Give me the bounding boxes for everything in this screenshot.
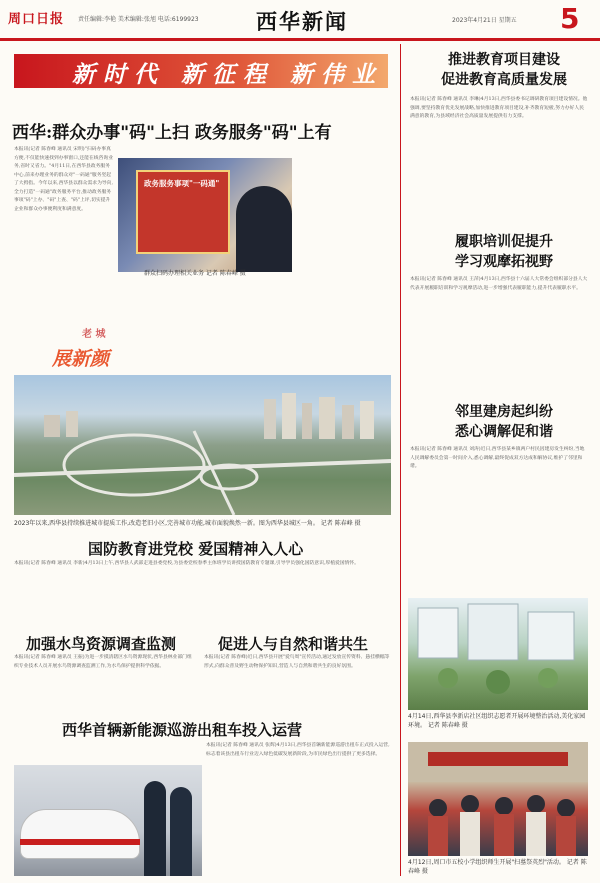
- article-body-training: 本报讯(记者 陈春峰 通讯员 王萍)4月13日,西华县十六届人大常委会组织部分县人大代表开展履职培训和学习观摩活动,进一步增强代表履职能力,提升代表履职水平。: [410, 277, 588, 291]
- article-body-harmony-nature: 本报讯(记者 陈春峰)近日,西华县开展"爱鸟周"宣传活动,通过发放宣传资料、悬挂横幅等形式,向群众普及野生动物保护知识,营造人与自然和谐共生的良好氛围。: [204, 655, 390, 669]
- article-body-waterbird-survey: 本报讯(记者 陈春峰 通讯员 王振)为进一步摸清辖区水鸟资源现状,西华县林业部门组织专业技术人员开展水鸟资源调查监测工作,为水鸟保护提供科学依据。: [14, 655, 192, 669]
- school-event-illustration: [408, 742, 588, 856]
- photo-caption-volunteers: 4月14日,西华县李新店社区组织志愿者开展环境整治活动,美化家园环境。 记者 陈春峰 摄: [408, 713, 586, 729]
- article-body-government-service: 本报讯(记者 陈春峰 通讯员 宋明)"扫码办事真方便,不仅能快速找到办事窗口,还能在线咨询业务,省时又省力。"4月11日,在西华县政务服务中心,前来办理业务的群众对"一码通"服务竖起了大拇指。今年以来,西华县以群众需求为导向,全力打造"一码通"政务服务平台,推动政务服务事项"码"上办、"码"上查、"码"上评,切实提升企业和群众办事便利度和满意度。: [14, 147, 113, 212]
- article-body-defense-education: 本报讯(记者 陈春峰 通讯员 李新)4月13日上午,西华县人武部走进县委党校,为县委党校春季主体班学员讲授国防教育专题课,引导学员强化国防意识,厚植爱国情怀。: [14, 561, 359, 566]
- article-body-government-service-cont: [122, 276, 292, 316]
- article-body-neighbor-dispute: 本报讯(记者 陈春峰 通讯员 刘涛)近日,西华县某乡镇两户村民因建房发生纠纷,当地人民调解委员会第一时间介入,悉心调解,最终促成双方达成和解协议,维护了邻里和谐。: [410, 447, 585, 469]
- headline-government-service: 西华:群众办事"码"上扫 政务服务"码"上有: [12, 123, 332, 143]
- headline-education-projects-text: 推进教育项目建设 促进教育高质量发展: [441, 52, 567, 88]
- headline-new-energy-taxi: 西华首辆新能源巡游出租车投入运营: [62, 721, 303, 739]
- masthead: [0, 0, 600, 38]
- headline-training: [422, 232, 586, 272]
- article-body-government-service-col3: [298, 146, 390, 314]
- photo-taxi: [14, 765, 202, 876]
- photo-school-event: [408, 742, 588, 856]
- city-label-old-town: 老 城: [82, 329, 106, 340]
- headline-neighbor-dispute-text: 邻里建房起纠纷 悉心调解促和谐: [455, 404, 553, 440]
- photo-service-center: [118, 158, 292, 272]
- headline-defense-education: 国防教育进党校 爱国精神入人心: [88, 540, 304, 558]
- publication-date: 2023年4月21日 星期五: [452, 17, 517, 24]
- headline-education-projects: [422, 50, 586, 90]
- photo-city-aerial: [14, 375, 391, 515]
- service-sign-text: 政务服务事项"一码通": [144, 179, 220, 188]
- headline-harmony-nature: 促进人与自然和谐共生: [218, 635, 369, 653]
- person-silhouette: [144, 781, 166, 876]
- city-aerial-illustration: [14, 375, 391, 515]
- person-silhouette: [170, 787, 192, 876]
- page-number: 5: [560, 2, 580, 35]
- editor-credits: 责任编辑:李艳 美术编辑:张旭 电话:6199923: [78, 16, 199, 23]
- headline-training-text: 履职培训促提升 学习观摩拓视野: [455, 234, 553, 270]
- service-sign: [136, 170, 230, 254]
- newspaper-logo: 周口日报: [8, 12, 65, 27]
- slogan-text: 新时代 新征程 新伟业: [72, 61, 384, 88]
- headline-neighbor-dispute: [422, 402, 586, 442]
- article-body-new-energy-taxi: 本报讯(记者 陈春峰 通讯员 张辉)4月13日,西华县首辆新能源巡游出租车正式投入运营,标志着该县出租车行业迈入绿色低碳发展新阶段,为市民绿色出行提供了更多选择。: [206, 743, 390, 757]
- taxi-stripe: [20, 839, 140, 845]
- volunteers-illustration: [408, 598, 588, 710]
- header-rule: [0, 38, 600, 41]
- taxi-car: [20, 809, 140, 859]
- slogan-banner: [14, 54, 388, 88]
- photo-caption-city: 2023年以来,西华县持续推进城市提质工作,改造老旧小区,完善城市功能,城市面貌焕然一新。图为西华县城区一角。 记者 陈春峰 摄: [14, 520, 361, 527]
- city-label-new-look: 展新颜: [52, 348, 110, 370]
- column-divider: [400, 44, 401, 876]
- headline-waterbird-survey: 加强水鸟资源调查监测: [26, 635, 177, 653]
- photo-caption-school: 4月12日,周口市五校小学组织师生开展"扫墓祭英烈"活动。 记者 陈春峰 摄: [408, 859, 587, 875]
- article-body-education-projects: 本报讯(记者 陈春峰 通讯员 李琳)4月13日,西华县委书记调研教育项目建设情况。他强调,要坚持教育优先发展战略,加快推进教育项目建设,补齐教育短板,努力办好人民满意的教育,为县域经济社会高质量发展提供有力支撑。: [410, 97, 588, 119]
- photo-caption-service: 群众扫码办理相关业务 记者 陈春峰 摄: [144, 270, 246, 277]
- photo-community-volunteers: [408, 598, 588, 710]
- person-silhouette: [236, 186, 292, 272]
- section-title: 西华新闻: [256, 9, 348, 34]
